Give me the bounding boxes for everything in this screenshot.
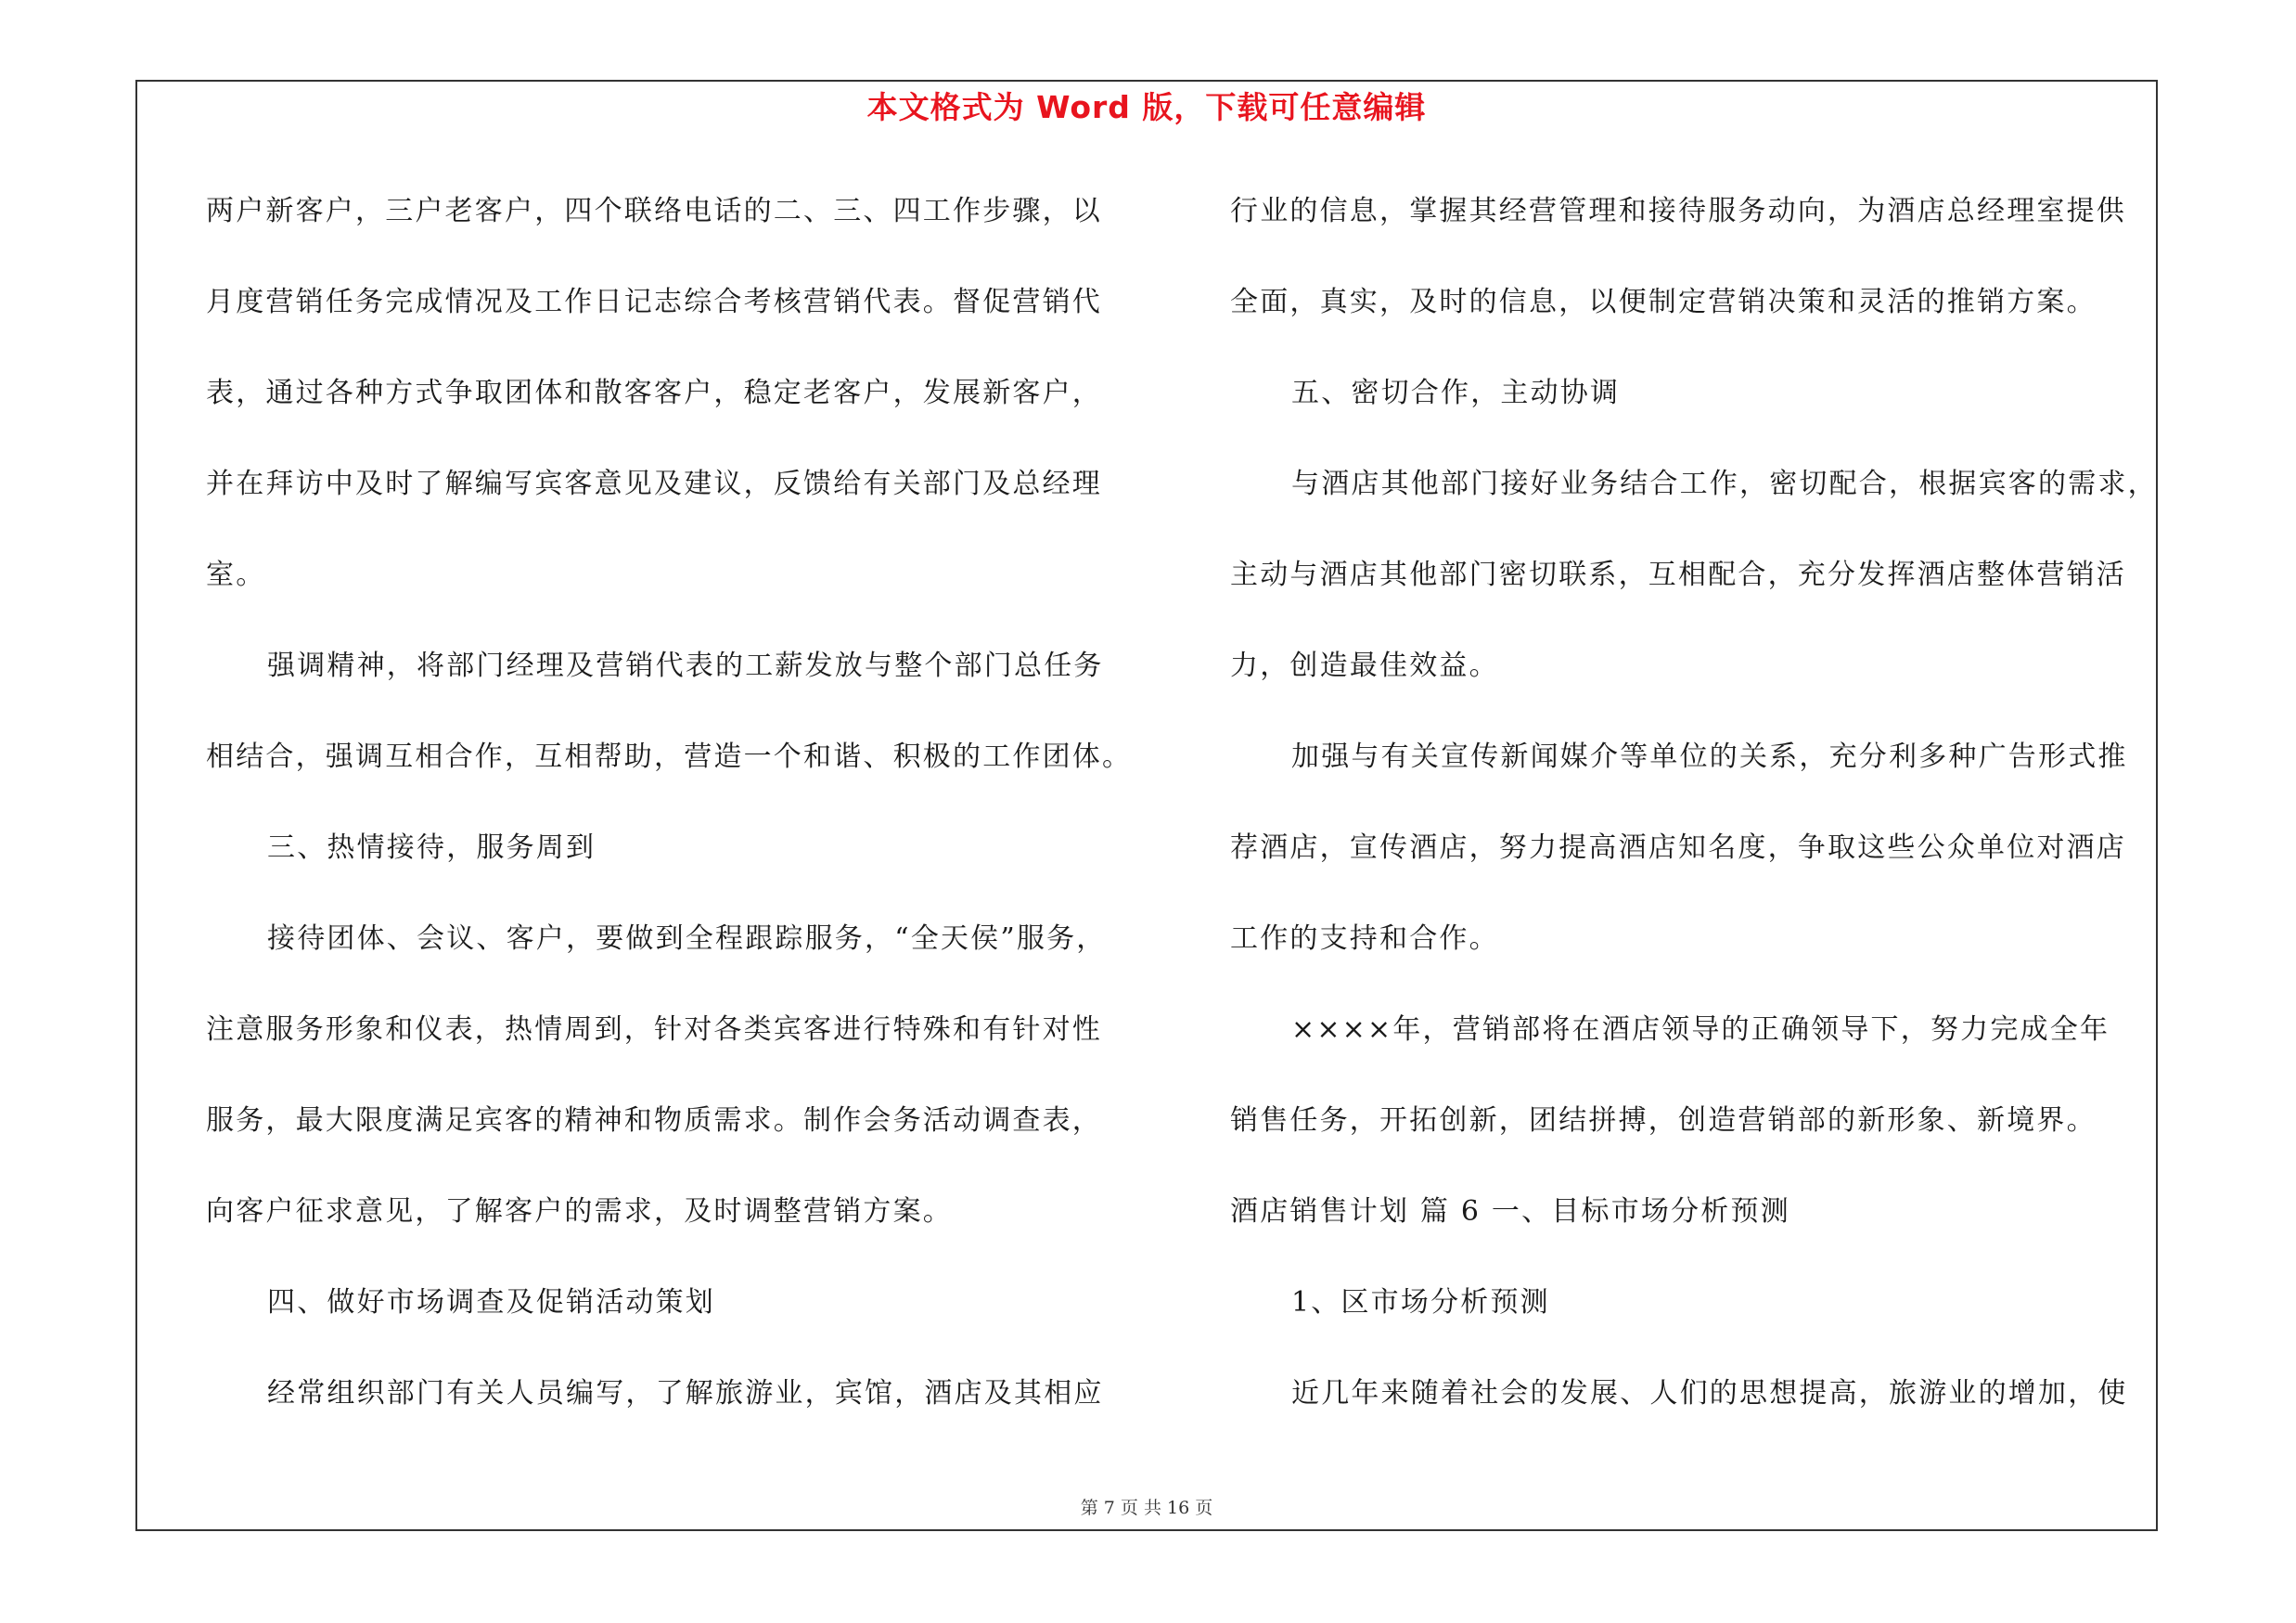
text-line: 向客户征求意见，了解客户的需求，及时调整营销方案。 bbox=[206, 1195, 953, 1228]
text-line: 工作的支持和合作。 bbox=[1230, 922, 1499, 955]
text-line: 并在拜访中及时了解编写宾客意见及建议，反馈给有关部门及总经理 bbox=[206, 468, 1102, 500]
text-line: 室。 bbox=[206, 559, 266, 591]
text-line: 加强与有关宣传新闻媒介等单位的关系，充分利多种广告形式推 bbox=[1291, 741, 2128, 773]
text-line: 接待团体、会议、客户，要做到全程跟踪服务，“全天侯”服务， bbox=[267, 922, 1107, 955]
text-line: 力，创造最佳效益。 bbox=[1230, 650, 1499, 682]
page-number-footer: 第 7 页 共 16 页 bbox=[1080, 1498, 1213, 1518]
text-line: 主动与酒店其他部门密切联系，互相配合，充分发挥酒店整体营销活 bbox=[1230, 559, 2126, 591]
format-banner: 本文格式为 Word 版，下载可任意编辑 bbox=[866, 89, 1427, 125]
text-line: 经常组织部门有关人员编写，了解旅游业，宾馆，酒店及其相应 bbox=[267, 1377, 1104, 1410]
text-line: 与酒店其他部门接好业务结合工作，密切配合，根据宾客的需求， bbox=[1291, 468, 2158, 500]
text-line: 强调精神，将部门经理及营销代表的工薪发放与整个部门总任务 bbox=[267, 650, 1104, 682]
text-line: 注意服务形象和仪表，热情周到，针对各类宾客进行特殊和有针对性 bbox=[206, 1013, 1102, 1046]
text-line: 相结合，强调互相合作，互相帮助，营造一个和谐、积极的工作团体。 bbox=[206, 741, 1133, 773]
text-line: 表，通过各种方式争取团体和散客客户，稳定老客户，发展新客户， bbox=[206, 377, 1102, 409]
text-line: 行业的信息，掌握其经营管理和接待服务动向，为酒店总经理室提供 bbox=[1230, 195, 2126, 227]
text-line: 近几年来随着社会的发展、人们的思想提高，旅游业的增加，使 bbox=[1291, 1377, 2128, 1410]
text-line: 全面，真实，及时的信息，以便制定营销决策和灵活的推销方案。 bbox=[1230, 286, 2097, 318]
text-line: 月度营销任务完成情况及工作日记志综合考核营销代表。督促营销代 bbox=[206, 286, 1102, 318]
right-text-column bbox=[1230, 184, 2158, 1457]
text-line: 五、密切合作，主动协调 bbox=[1291, 377, 1621, 409]
text-line: 两户新客户，三户老客户，四个联络电话的二、三、四工作步骤，以 bbox=[206, 195, 1102, 227]
text-line: 三、热情接待，服务周到 bbox=[267, 831, 596, 864]
text-line: 1、区市场分析预测 bbox=[1291, 1286, 1550, 1319]
left-text-column bbox=[206, 184, 1133, 1457]
text-line: ××××年，营销部将在酒店领导的正确领导下，努力完成全年 bbox=[1291, 1013, 2110, 1046]
text-line: 荐酒店，宣传酒店，努力提高酒店知名度，争取这些公众单位对酒店 bbox=[1230, 831, 2126, 864]
text-line: 服务，最大限度满足宾客的精神和物质需求。制作会务活动调查表， bbox=[206, 1104, 1102, 1137]
text-line: 销售任务，开拓创新，团结拼搏，创造营销部的新形象、新境界。 bbox=[1230, 1104, 2097, 1137]
text-line: 四、做好市场调查及促销活动策划 bbox=[267, 1286, 715, 1319]
text-line: 酒店销售计划 篇 6 一、目标市场分析预测 bbox=[1230, 1195, 1790, 1228]
